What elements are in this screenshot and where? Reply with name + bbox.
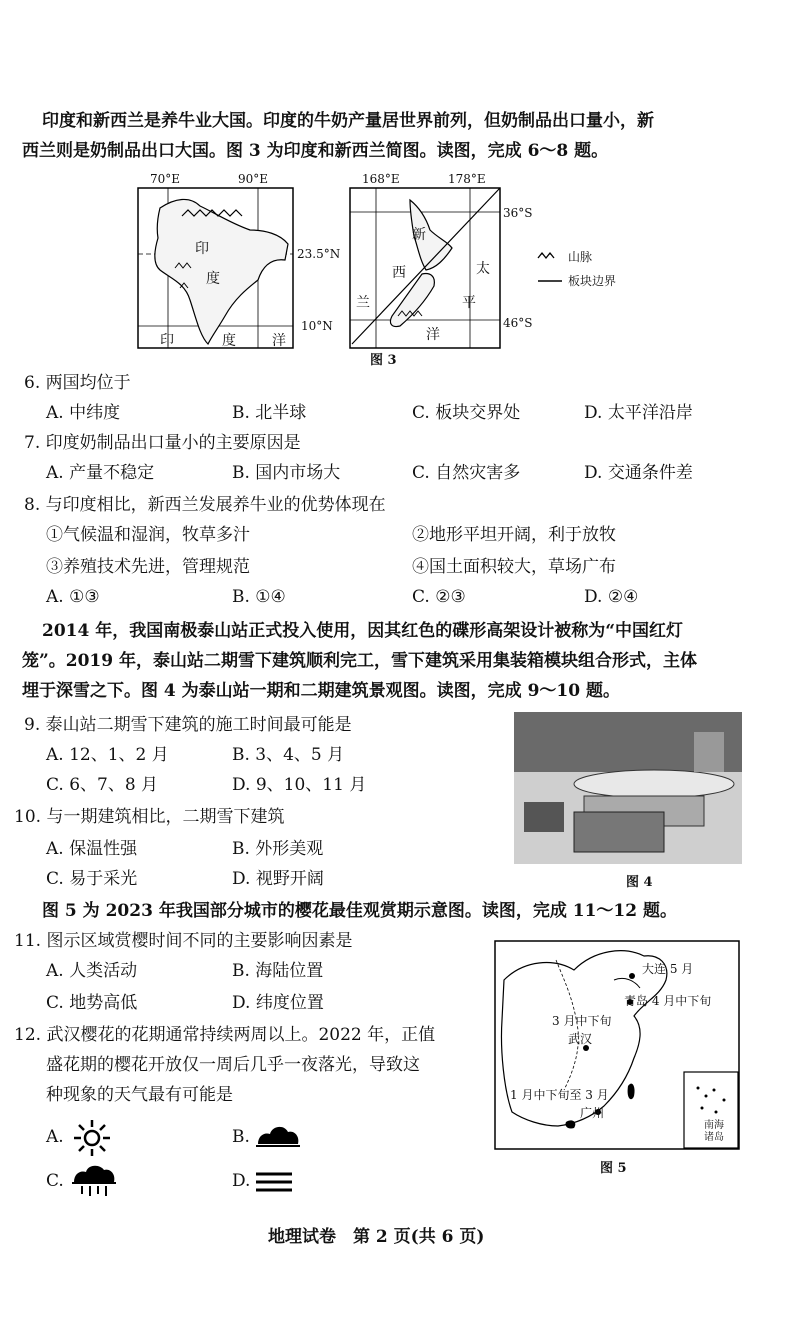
- option-b: B. 海陆位置: [232, 961, 324, 981]
- option-c: C. 6、7、8 月: [46, 775, 159, 795]
- option-d: D. ②④: [584, 587, 639, 607]
- option-d: D. 纬度位置: [232, 993, 324, 1013]
- option-c: C. 地势高低: [46, 993, 138, 1013]
- intro-line: 2014 年，我国南极泰山站正式投入使用，因其红色的碟形高架设计被称为“中国红灯: [42, 621, 684, 641]
- guangzhou-label: 广州: [580, 1106, 605, 1120]
- question-stem: 6. 两国均位于: [24, 373, 131, 393]
- question-stem: 11. 图示区域赏樱时间不同的主要影响因素是: [14, 931, 353, 951]
- question-stem: 种现象的天气最有可能是: [46, 1085, 233, 1105]
- question-stem: 7. 印度奶制品出口量小的主要原因是: [24, 433, 301, 453]
- option-b: B. 国内市场大: [232, 463, 341, 483]
- figure-caption: 图 4: [626, 875, 653, 890]
- figure-caption: 图 5: [600, 1161, 627, 1176]
- option-a: A. 人类活动: [46, 961, 138, 981]
- statement-2: ②地形平坦开阔，利于放牧: [412, 525, 616, 545]
- intro-line: 印度和新西兰是养牛业大国。印度的牛奶产量居世界前列，但奶制品出口量小，新: [42, 111, 654, 131]
- intro-line: 笼”。2019 年，泰山站二期雪下建筑顺利完工，雪下建筑采用集装箱模块组合形式，主体: [22, 651, 698, 671]
- wuhan-label: 武汉: [568, 1032, 593, 1046]
- map-label: 新: [412, 227, 426, 243]
- option-d: D. 交通条件差: [584, 463, 693, 483]
- option-a: A. ①③: [46, 587, 100, 607]
- question-stem: 9. 泰山站二期雪下建筑的施工时间最可能是: [24, 715, 352, 735]
- option-b: B. ①④: [232, 587, 286, 607]
- option-c: C. 易于采光: [46, 869, 138, 889]
- page-footer: 地理试卷 第 2 页(共 6 页): [268, 1227, 485, 1247]
- india-outline: [155, 199, 288, 344]
- intro-line: 图 5 为 2023 年我国部分城市的樱花最佳观赏期示意图。读图，完成 11～12 题。: [42, 901, 677, 921]
- fog-icon: [254, 1170, 294, 1194]
- figure-caption: 图 3: [370, 353, 397, 368]
- question-stem: 盛花期的樱花开放仅一周后几乎一夜落光，导致这: [46, 1055, 420, 1075]
- option-b: B. 3、4、5 月: [232, 745, 345, 765]
- lat-label: 23.5°N: [297, 247, 341, 261]
- cloudy-icon: [254, 1120, 302, 1150]
- south-sea-label: 南海: [704, 1120, 724, 1131]
- option-c: C. 自然灾害多: [412, 463, 521, 483]
- option-d: D. 太平洋沿岸: [584, 403, 693, 423]
- question-stem: 10. 与一期建筑相比，二期雪下建筑: [14, 807, 285, 827]
- taiwan: [628, 1084, 635, 1100]
- option-a: A. 中纬度: [46, 403, 121, 423]
- lon-label: 90°E: [238, 172, 269, 186]
- dalian-label: 大连 5 月: [642, 962, 694, 976]
- intro-line: 西兰则是奶制品出口大国。图 3 为印度和新西兰简图。读图，完成 6～8 题。: [22, 141, 609, 161]
- option-c: C. ②③: [412, 587, 466, 607]
- question-stem: 8. 与印度相比，新西兰发展养牛业的优势体现在: [24, 495, 386, 515]
- option-d: D. 9、10、11 月: [232, 775, 367, 795]
- question-stem: 12. 武汉樱花的花期通常持续两周以上。2022 年，正值: [14, 1025, 436, 1045]
- lat-label: 36°S: [503, 206, 533, 220]
- statement-1: ①气候温和湿润，牧草多汁: [46, 525, 250, 545]
- sun-icon: [70, 1118, 114, 1158]
- option-b: B. 北半球: [232, 403, 307, 423]
- lon-label: 70°E: [150, 172, 181, 186]
- legend-mountain-label: 山脉: [568, 250, 593, 264]
- option-a: A. 12、1、2 月: [46, 745, 169, 765]
- wuhan-time-label: 3 月中下旬: [552, 1014, 612, 1028]
- map-label: 度: [206, 271, 220, 287]
- lat-label: 46°S: [503, 316, 533, 330]
- map-label: 兰: [356, 295, 370, 311]
- option-d: D. 视野开阔: [232, 869, 324, 889]
- statement-3: ③养殖技术先进，管理规范: [46, 557, 250, 577]
- statement-4: ④国土面积较大，草场广布: [412, 557, 616, 577]
- option-a: A. 产量不稳定: [46, 463, 155, 483]
- qingdao-label: 青岛 4 月中下旬: [624, 994, 712, 1008]
- option-a: A.: [46, 1127, 64, 1147]
- option-b: B.: [232, 1127, 250, 1147]
- legend-mountain-symbol: [538, 253, 554, 258]
- lon-label: 168°E: [362, 172, 400, 186]
- map-label: 平: [462, 295, 476, 311]
- map-label: 度: [222, 333, 236, 349]
- taishan-station-photo: [514, 712, 742, 864]
- map-label: 西: [392, 265, 406, 281]
- intro-line: 埋于深雪之下。图 4 为泰山站一期和二期建筑景观图。读图，完成 9～10 题。: [22, 681, 620, 701]
- figure-5-china-map: [494, 940, 740, 1150]
- map-label: 洋: [272, 333, 286, 349]
- option-c: C. 板块交界处: [412, 403, 521, 423]
- option-a: A. 保温性强: [46, 839, 138, 859]
- dalian-dot: [629, 973, 635, 979]
- option-d: D.: [232, 1171, 251, 1191]
- south-sea-label: 诸岛: [704, 1132, 724, 1143]
- lon-label: 178°E: [448, 172, 486, 186]
- guangzhou-time-label: 1 月中下旬至 3 月: [510, 1088, 609, 1102]
- map-label: 洋: [426, 327, 440, 343]
- lat-label: 10°N: [301, 319, 333, 333]
- map-label: 印: [160, 333, 174, 349]
- map-label: 太: [476, 261, 490, 277]
- option-c: C.: [46, 1171, 64, 1191]
- photo-illustration: [514, 712, 742, 864]
- legend-boundary-label: 板块边界: [568, 274, 617, 288]
- map-label: 印: [195, 241, 209, 257]
- rain-icon: [70, 1164, 118, 1198]
- option-b: B. 外形美观: [232, 839, 324, 859]
